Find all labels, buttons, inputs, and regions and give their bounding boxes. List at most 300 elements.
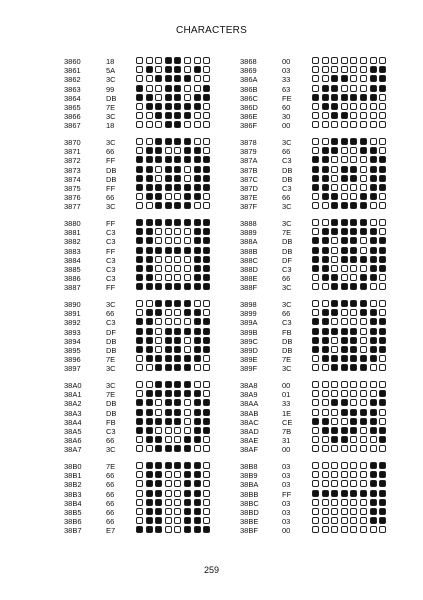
pixel-off bbox=[312, 462, 319, 469]
pixel-on bbox=[165, 300, 172, 307]
bit-pattern bbox=[312, 103, 392, 112]
pixel-off bbox=[184, 237, 191, 244]
pixel-off bbox=[341, 508, 348, 515]
pixel-off bbox=[312, 147, 319, 154]
bit-pattern bbox=[136, 219, 216, 228]
pixel-on bbox=[165, 219, 172, 226]
pixel-off bbox=[312, 66, 319, 73]
pixel-on bbox=[203, 318, 210, 325]
pixel-on bbox=[370, 147, 377, 154]
pixel-on bbox=[370, 409, 377, 416]
pixel-off bbox=[136, 147, 143, 154]
pixel-on bbox=[341, 283, 348, 290]
pixel-on bbox=[322, 418, 329, 425]
pixel-on bbox=[312, 256, 319, 263]
pixel-on bbox=[331, 283, 338, 290]
address-label: 38AF bbox=[240, 445, 258, 455]
pixel-off bbox=[331, 390, 338, 397]
pixel-on bbox=[184, 184, 191, 191]
pixel-on bbox=[194, 399, 201, 406]
hex-value: 66 bbox=[106, 436, 115, 446]
pixel-on bbox=[379, 471, 386, 478]
address-label: 38B2 bbox=[64, 480, 82, 490]
hex-value: 3C bbox=[106, 381, 116, 390]
pixel-on bbox=[165, 75, 172, 82]
pixel-on bbox=[146, 147, 153, 154]
pixel-on bbox=[203, 427, 210, 434]
pixel-off bbox=[203, 147, 210, 154]
pixel-off bbox=[136, 471, 143, 478]
pixel-on bbox=[174, 103, 181, 110]
pixel-off bbox=[350, 112, 357, 119]
address-label: 387D bbox=[240, 184, 258, 193]
pixel-on bbox=[379, 237, 386, 244]
pixel-off bbox=[165, 490, 172, 497]
pixel-on bbox=[146, 237, 153, 244]
hex-value: 03 bbox=[282, 508, 291, 517]
bit-pattern bbox=[312, 517, 392, 526]
pixel-off bbox=[312, 355, 319, 362]
pixel-on bbox=[379, 399, 386, 406]
bit-pattern bbox=[136, 256, 216, 265]
bit-pattern bbox=[136, 274, 216, 283]
hex-value: 66 bbox=[106, 480, 115, 490]
bit-pattern bbox=[136, 237, 216, 246]
address-label: 3879 bbox=[240, 147, 257, 157]
pixel-off bbox=[174, 318, 181, 325]
pixel-on bbox=[312, 318, 319, 325]
pixel-on bbox=[184, 75, 191, 82]
pixel-on bbox=[146, 265, 153, 272]
pixel-off bbox=[155, 318, 162, 325]
pixel-off bbox=[360, 175, 367, 182]
hex-value: 3C bbox=[106, 75, 116, 85]
pixel-on bbox=[184, 202, 191, 209]
pixel-on bbox=[155, 436, 162, 443]
bit-pattern bbox=[136, 156, 216, 165]
pixel-off bbox=[312, 499, 319, 506]
pixel-on bbox=[203, 247, 210, 254]
pixel-off bbox=[350, 184, 357, 191]
pixel-on bbox=[194, 508, 201, 515]
pixel-off bbox=[379, 445, 386, 452]
pixel-off bbox=[146, 300, 153, 307]
address-label: 387E bbox=[240, 193, 258, 203]
address-label: 38AA bbox=[240, 399, 259, 409]
pixel-on bbox=[341, 219, 348, 226]
pixel-on bbox=[146, 480, 153, 487]
address-label: 3885 bbox=[64, 265, 81, 274]
pixel-on bbox=[146, 471, 153, 478]
pixel-on bbox=[184, 103, 191, 110]
pixel-off bbox=[146, 381, 153, 388]
pixel-on bbox=[174, 337, 181, 344]
pixel-off bbox=[194, 57, 201, 64]
bit-pattern bbox=[136, 436, 216, 445]
pixel-on bbox=[312, 94, 319, 101]
address-label: 38BE bbox=[240, 517, 259, 527]
bit-pattern bbox=[312, 300, 392, 309]
hex-value: C3 bbox=[106, 255, 116, 265]
pixel-off bbox=[370, 364, 377, 371]
hex-value: C3 bbox=[106, 427, 116, 436]
pixel-on bbox=[203, 265, 210, 272]
pixel-on bbox=[136, 237, 143, 244]
pixel-off bbox=[155, 237, 162, 244]
pixel-on bbox=[341, 399, 348, 406]
pixel-on bbox=[370, 265, 377, 272]
pixel-off bbox=[136, 462, 143, 469]
hex-value: C3 bbox=[282, 156, 292, 166]
hex-value: FB bbox=[282, 327, 292, 337]
pixel-on bbox=[379, 462, 386, 469]
pixel-off bbox=[165, 436, 172, 443]
pixel-off bbox=[379, 381, 386, 388]
pixel-off bbox=[322, 480, 329, 487]
hex-value: DF bbox=[106, 327, 116, 337]
pixel-off bbox=[341, 121, 348, 128]
pixel-off bbox=[350, 471, 357, 478]
pixel-off bbox=[370, 381, 377, 388]
pixel-on bbox=[350, 490, 357, 497]
pixel-on bbox=[136, 526, 143, 533]
pixel-off bbox=[370, 138, 377, 145]
pixel-off bbox=[350, 193, 357, 200]
pixel-on bbox=[146, 219, 153, 226]
address-label: 3892 bbox=[64, 318, 81, 328]
pixel-off bbox=[370, 121, 377, 128]
pixel-on bbox=[165, 418, 172, 425]
pixel-off bbox=[184, 427, 191, 434]
address-label: 389C bbox=[240, 336, 258, 346]
hex-value: DB bbox=[106, 408, 117, 418]
pixel-on bbox=[165, 184, 172, 191]
pixel-on bbox=[184, 147, 191, 154]
pixel-on bbox=[146, 390, 153, 397]
address-label: 3864 bbox=[64, 93, 81, 103]
pixel-on bbox=[331, 85, 338, 92]
pixel-on bbox=[136, 399, 143, 406]
pixel-off bbox=[312, 381, 319, 388]
pixel-on bbox=[350, 409, 357, 416]
pixel-off bbox=[379, 219, 386, 226]
address-label: 3867 bbox=[64, 121, 81, 131]
pixel-off bbox=[331, 166, 338, 173]
hex-value: 3C bbox=[106, 112, 116, 122]
bit-pattern bbox=[136, 112, 216, 121]
hex-value: FF bbox=[106, 283, 116, 293]
pixel-on bbox=[341, 355, 348, 362]
hex-value: 66 bbox=[282, 309, 291, 319]
bit-pattern bbox=[312, 346, 392, 355]
pixel-on bbox=[155, 75, 162, 82]
pixel-off bbox=[203, 471, 210, 478]
pixel-on bbox=[165, 121, 172, 128]
pixel-off bbox=[165, 274, 172, 281]
pixel-on bbox=[136, 418, 143, 425]
pixel-off bbox=[370, 436, 377, 443]
pixel-on bbox=[146, 247, 153, 254]
pixel-on bbox=[360, 355, 367, 362]
pixel-on bbox=[184, 112, 191, 119]
pixel-on bbox=[165, 247, 172, 254]
bit-pattern bbox=[312, 166, 392, 175]
hex-value: 3C bbox=[282, 219, 292, 228]
pixel-off bbox=[341, 147, 348, 154]
pixel-on bbox=[341, 300, 348, 307]
pixel-on bbox=[194, 166, 201, 173]
pixel-off bbox=[341, 318, 348, 325]
pixel-off bbox=[136, 309, 143, 316]
pixel-off bbox=[322, 445, 329, 452]
bit-pattern bbox=[312, 219, 392, 228]
hex-value: 33 bbox=[282, 75, 291, 85]
bit-pattern bbox=[136, 85, 216, 94]
pixel-on bbox=[184, 445, 191, 452]
pixel-off bbox=[350, 309, 357, 316]
pixel-off bbox=[194, 85, 201, 92]
pixel-off bbox=[331, 499, 338, 506]
pixel-off bbox=[350, 499, 357, 506]
bit-pattern bbox=[312, 309, 392, 318]
pixel-off bbox=[136, 364, 143, 371]
pixel-on bbox=[203, 237, 210, 244]
bit-pattern bbox=[312, 112, 392, 121]
pixel-on bbox=[203, 526, 210, 533]
pixel-on bbox=[360, 193, 367, 200]
pixel-off bbox=[146, 364, 153, 371]
hex-value: C3 bbox=[106, 237, 116, 247]
pixel-off bbox=[136, 436, 143, 443]
pixel-off bbox=[203, 490, 210, 497]
pixel-on bbox=[341, 94, 348, 101]
pixel-on bbox=[350, 355, 357, 362]
pixel-off bbox=[174, 228, 181, 235]
pixel-off bbox=[136, 193, 143, 200]
pixel-on bbox=[312, 247, 319, 254]
pixel-on bbox=[203, 94, 210, 101]
pixel-on bbox=[322, 94, 329, 101]
pixel-on bbox=[370, 346, 377, 353]
pixel-off bbox=[174, 274, 181, 281]
pixel-off bbox=[360, 517, 367, 524]
pixel-on bbox=[370, 427, 377, 434]
pixel-on bbox=[370, 274, 377, 281]
pixel-on bbox=[370, 499, 377, 506]
pixel-off bbox=[350, 508, 357, 515]
pixel-off bbox=[331, 156, 338, 163]
hex-value: 7E bbox=[106, 355, 116, 365]
pixel-on bbox=[184, 436, 191, 443]
pixel-on bbox=[350, 337, 357, 344]
address-label: 3891 bbox=[64, 309, 81, 319]
pixel-on bbox=[155, 490, 162, 497]
pixel-off bbox=[370, 300, 377, 307]
address-label: 386F bbox=[240, 121, 258, 131]
pixel-off bbox=[312, 427, 319, 434]
pixel-off bbox=[184, 409, 191, 416]
pixel-off bbox=[379, 112, 386, 119]
pixel-off bbox=[360, 318, 367, 325]
pixel-off bbox=[322, 300, 329, 307]
pixel-off bbox=[203, 202, 210, 209]
address-label: 3875 bbox=[64, 184, 81, 193]
pixel-on bbox=[322, 156, 329, 163]
pixel-off bbox=[312, 219, 319, 226]
pixel-off bbox=[322, 112, 329, 119]
pixel-off bbox=[322, 436, 329, 443]
pixel-off bbox=[331, 184, 338, 191]
address-label: 388D bbox=[240, 265, 258, 274]
address-label: 388A bbox=[240, 237, 258, 247]
address-label: 38B7 bbox=[64, 526, 82, 536]
bit-pattern bbox=[136, 66, 216, 75]
pixel-on bbox=[350, 418, 357, 425]
pixel-on bbox=[165, 337, 172, 344]
pixel-on bbox=[322, 328, 329, 335]
pixel-on bbox=[341, 328, 348, 335]
pixel-on bbox=[184, 328, 191, 335]
pixel-on bbox=[174, 409, 181, 416]
pixel-on bbox=[174, 184, 181, 191]
pixel-on bbox=[312, 328, 319, 335]
pixel-on bbox=[360, 364, 367, 371]
pixel-on bbox=[322, 337, 329, 344]
hex-value: DB bbox=[106, 165, 117, 175]
pixel-on bbox=[370, 175, 377, 182]
pixel-on bbox=[136, 283, 143, 290]
pixel-on bbox=[379, 247, 386, 254]
pixel-on bbox=[184, 247, 191, 254]
bit-pattern bbox=[312, 202, 392, 211]
bit-pattern bbox=[136, 517, 216, 526]
bit-pattern bbox=[312, 480, 392, 489]
pixel-on bbox=[360, 256, 367, 263]
pixel-on bbox=[203, 346, 210, 353]
pixel-on bbox=[379, 427, 386, 434]
hex-value: 3C bbox=[282, 283, 292, 293]
pixel-on bbox=[331, 309, 338, 316]
bit-pattern bbox=[312, 66, 392, 75]
pixel-off bbox=[184, 346, 191, 353]
address-label: 386A bbox=[240, 75, 258, 85]
pixel-on bbox=[174, 156, 181, 163]
pixel-on bbox=[136, 274, 143, 281]
pixel-on bbox=[165, 94, 172, 101]
address-label: 38BB bbox=[240, 489, 259, 499]
pixel-on bbox=[360, 490, 367, 497]
hex-value: 03 bbox=[282, 480, 291, 490]
pixel-on bbox=[360, 219, 367, 226]
bit-pattern bbox=[312, 328, 392, 337]
pixel-on bbox=[331, 355, 338, 362]
bit-pattern bbox=[312, 193, 392, 202]
pixel-off bbox=[136, 355, 143, 362]
pixel-on bbox=[174, 355, 181, 362]
hex-value: 3C bbox=[106, 300, 116, 309]
pixel-off bbox=[136, 490, 143, 497]
pixel-on bbox=[379, 66, 386, 73]
address-label: 3888 bbox=[240, 219, 257, 228]
address-label: 3880 bbox=[64, 219, 81, 228]
pixel-on bbox=[203, 274, 210, 281]
pixel-off bbox=[341, 156, 348, 163]
pixel-on bbox=[341, 256, 348, 263]
pixel-off bbox=[360, 85, 367, 92]
pixel-on bbox=[341, 166, 348, 173]
bit-pattern bbox=[312, 147, 392, 156]
pixel-on bbox=[194, 471, 201, 478]
pixel-on bbox=[146, 337, 153, 344]
pixel-off bbox=[136, 103, 143, 110]
pixel-off bbox=[312, 300, 319, 307]
address-label: 388B bbox=[240, 246, 258, 256]
pixel-on bbox=[165, 409, 172, 416]
pixel-off bbox=[360, 508, 367, 515]
pixel-on bbox=[341, 112, 348, 119]
pixel-on bbox=[155, 138, 162, 145]
hex-value: 66 bbox=[282, 274, 291, 284]
bit-pattern bbox=[136, 364, 216, 373]
pixel-off bbox=[136, 381, 143, 388]
pixel-off bbox=[331, 337, 338, 344]
bit-pattern bbox=[136, 121, 216, 130]
pixel-off bbox=[341, 381, 348, 388]
pixel-on bbox=[184, 193, 191, 200]
pixel-off bbox=[136, 480, 143, 487]
pixel-off bbox=[312, 480, 319, 487]
pixel-on bbox=[194, 462, 201, 469]
pixel-on bbox=[165, 364, 172, 371]
pixel-off bbox=[331, 418, 338, 425]
hex-value: DB bbox=[106, 93, 117, 103]
pixel-off bbox=[360, 445, 367, 452]
bit-pattern bbox=[136, 328, 216, 337]
pixel-on bbox=[370, 508, 377, 515]
pixel-on bbox=[370, 490, 377, 497]
pixel-off bbox=[312, 309, 319, 316]
pixel-off bbox=[322, 409, 329, 416]
hex-value: 3C bbox=[282, 138, 292, 147]
bit-pattern bbox=[136, 445, 216, 454]
pixel-off bbox=[350, 526, 357, 533]
pixel-on bbox=[360, 283, 367, 290]
pixel-on bbox=[194, 346, 201, 353]
pixel-off bbox=[370, 390, 377, 397]
pixel-off bbox=[341, 184, 348, 191]
pixel-off bbox=[194, 300, 201, 307]
hex-value: FE bbox=[282, 93, 292, 103]
pixel-on bbox=[136, 409, 143, 416]
pixel-on bbox=[194, 490, 201, 497]
pixel-on bbox=[194, 418, 201, 425]
address-label: 38B8 bbox=[240, 462, 258, 471]
pixel-on bbox=[350, 346, 357, 353]
hex-value: 60 bbox=[282, 103, 291, 112]
pixel-off bbox=[350, 121, 357, 128]
pixel-on bbox=[370, 418, 377, 425]
pixel-on bbox=[331, 399, 338, 406]
pixel-on bbox=[174, 445, 181, 452]
pixel-on bbox=[184, 526, 191, 533]
pixel-off bbox=[360, 346, 367, 353]
pixel-on bbox=[184, 508, 191, 515]
pixel-on bbox=[322, 309, 329, 316]
pixel-off bbox=[360, 75, 367, 82]
pixel-on bbox=[379, 175, 386, 182]
pixel-on bbox=[136, 328, 143, 335]
pixel-off bbox=[331, 471, 338, 478]
